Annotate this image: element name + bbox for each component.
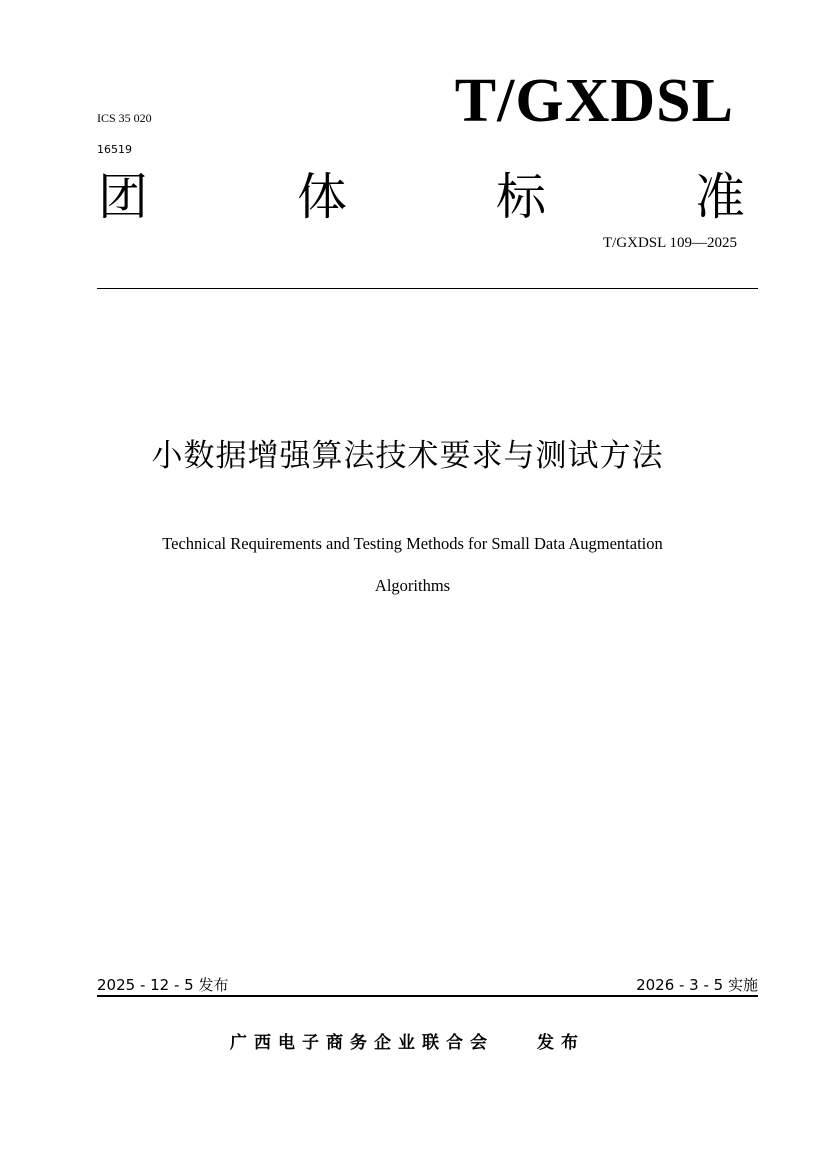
footer-divider [97,995,758,997]
standard-type-char: 团 [98,168,148,226]
publish-date: 2025 - 12 - 5 发布 [97,976,229,994]
standard-brand: T/GXDSL [454,67,734,135]
header-divider [97,288,758,289]
standard-type-char: 标 [496,168,546,226]
publisher-line [0,1028,815,1053]
standard-type-char: 体 [297,168,347,226]
english-title-line: Algorithms [374,576,451,595]
standard-type-heading [98,170,745,225]
ccs-code: 16519 [97,143,132,156]
issue-label: 发布 [536,1033,585,1053]
standard-type-char: 准 [695,168,745,226]
implement-date: 2026 - 3 - 5 实施 [636,976,758,994]
publisher-organization: 广西电子商务企业联合会 [230,1033,495,1053]
ics-code: ICS 35 020 [97,111,152,125]
chinese-title: 小数据增强算法技术要求与测试方法 [151,438,664,474]
date-row [97,974,758,995]
english-title-line: Technical Requirements and Testing Methods for Small Data Augmentation [162,534,663,553]
standard-number: T/GXDSL 109—2025 [602,235,737,251]
english-title [100,523,725,607]
